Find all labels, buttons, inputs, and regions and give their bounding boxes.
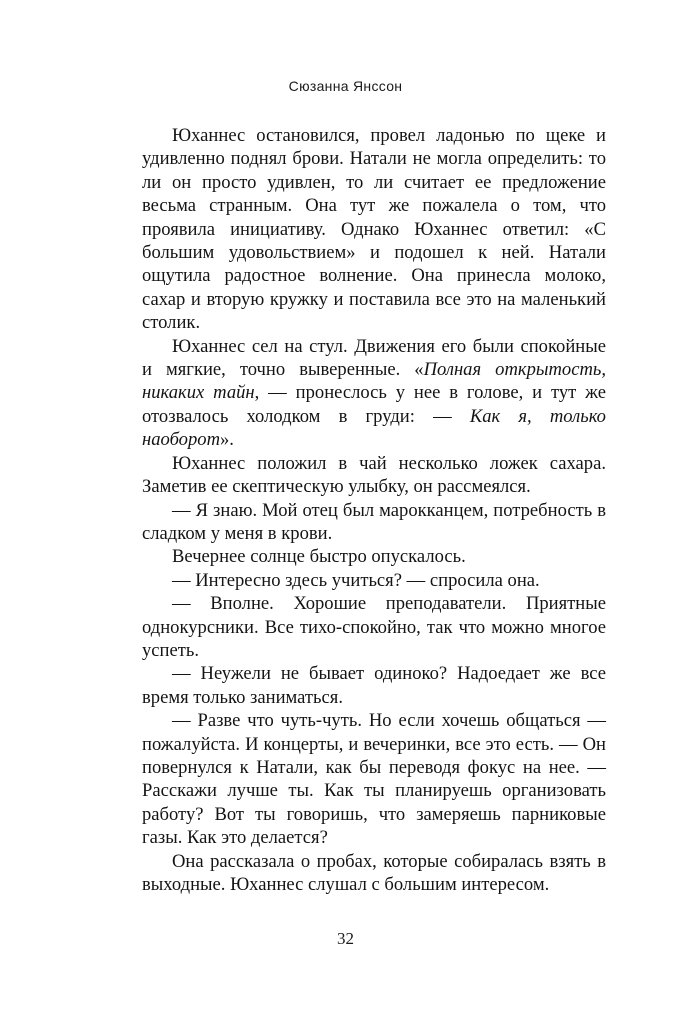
text-run: Юханнес остановился, провел ладонью по щеке и удивленно поднял брови. Натали не могла определить: то ли он просто удивлен, то ли считает ее предложение весьма странным. Она тут же пожалела о том, что проявила инициативу. Однако Юханнес ответил: «С большим удовольствием» и подошел к ней. Натали ощутила радостное волнение. Она принесла молоко, сахар и вторую кружку и поставила все это на маленький столик. bbox=[142, 125, 606, 334]
paragraph bbox=[142, 662, 606, 709]
text-run: Юханнес положил в чай несколько ложек сахара. Заметив ее скептическую улыбку, он рассмеялся. bbox=[142, 452, 606, 498]
text-run: — Вполне. Хорошие преподаватели. Приятные однокурсники. Все тихо-спокойно, так что можно многое успеть. bbox=[142, 593, 606, 661]
italic-run: Как я, только наоборот bbox=[142, 405, 606, 451]
paragraph bbox=[142, 569, 606, 592]
paragraph bbox=[142, 592, 606, 662]
paragraph bbox=[142, 335, 606, 452]
paragraph bbox=[142, 124, 606, 335]
page-number: 32 bbox=[337, 929, 354, 948]
paragraph bbox=[142, 452, 606, 499]
body-text bbox=[142, 124, 606, 896]
text-run: — Неужели не бывает одиноко? Надоедает же все время только заниматься. bbox=[142, 663, 606, 708]
italic-run: Полная открытость, никаких тайн bbox=[142, 359, 606, 404]
paragraph bbox=[142, 499, 606, 546]
text-run: — Я знаю. Мой отец был марокканцем, потребность в сладком у меня в крови. bbox=[142, 499, 606, 544]
text-run: , — пронеслось у нее в голове, и тут же отозвалось холодком в груди: — bbox=[142, 382, 606, 427]
text-run: Она рассказала о пробах, которые собиралась взять в выходные. Юханнес слушал с большим интересом. bbox=[142, 850, 606, 895]
paragraph bbox=[142, 850, 606, 897]
paragraph bbox=[142, 709, 606, 849]
text-run: — Интересно здесь учиться? — спросила она. bbox=[172, 569, 540, 591]
text-run: Юханнес сел на стул. Движения его были спокойные и мягкие, точно выверенные. « bbox=[142, 335, 606, 381]
text-run: ». bbox=[220, 429, 234, 451]
text-run: — Разве что чуть-чуть. Но если хочешь общаться — пожалуйста. И концерты, и вечеринки, все это есть. — Он повернулся к Натали, как бы переводя фокус на нее. — Расскажи лучше ты. Как ты планируешь организовать работу? Вот ты говоришь, что замеряешь парниковые газы. Как это делается? bbox=[142, 710, 606, 849]
text-run: Вечернее солнце быстро опускалось. bbox=[172, 546, 466, 568]
running-head: Сюзанна Янссон bbox=[288, 78, 403, 94]
paragraph bbox=[142, 545, 606, 568]
